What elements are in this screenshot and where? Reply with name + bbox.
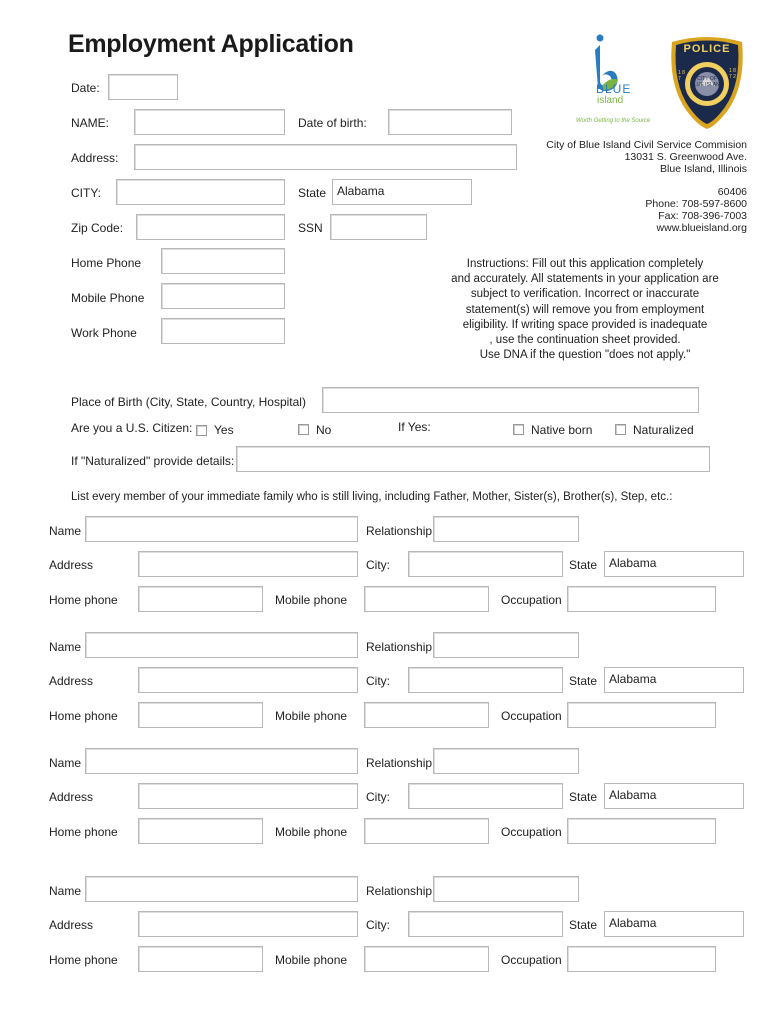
- family-relationship-input[interactable]: [433, 632, 579, 658]
- city-label: CITY:: [71, 186, 102, 200]
- zip-label: Zip Code:: [71, 221, 124, 235]
- family-address-input[interactable]: [138, 551, 358, 577]
- family-occupation-input[interactable]: [567, 818, 716, 844]
- blue-island-logo-icon: [580, 32, 642, 128]
- family-home-phone-label: Home phone: [49, 593, 118, 607]
- state-label: State: [298, 186, 327, 200]
- family-address-label: Address: [49, 558, 94, 572]
- family-home-phone-input[interactable]: [138, 586, 263, 612]
- instructions-line: eligibility. If writing space provided is inadequate: [462, 318, 708, 331]
- family-state-label: State: [569, 790, 598, 804]
- family-member: [0, 747, 770, 847]
- family-member: [0, 515, 770, 615]
- family-city-input[interactable]: [408, 911, 563, 937]
- family-name-label: Name: [49, 756, 82, 770]
- address-label: Address:: [71, 151, 119, 165]
- citizen-question: Are you a U.S. Citizen:: [71, 421, 193, 435]
- family-address-input[interactable]: [138, 667, 358, 693]
- blue-island-logo: [576, 32, 651, 128]
- dob-label: Date of birth:: [298, 116, 367, 130]
- police-badge-left-digits: 1 8 7: [678, 70, 685, 82]
- family-address-label: Address: [49, 674, 94, 688]
- family-occupation-label: Occupation: [501, 953, 562, 967]
- family-address-input[interactable]: [138, 783, 358, 809]
- family-relationship-input[interactable]: [433, 748, 579, 774]
- work-phone-label: Work Phone: [71, 326, 137, 340]
- family-state-select[interactable]: Alabama: [604, 783, 744, 809]
- family-home-phone-label: Home phone: [49, 709, 118, 723]
- family-occupation-label: Occupation: [501, 825, 562, 839]
- family-mobile-phone-input[interactable]: [364, 946, 489, 972]
- family-state-select[interactable]: Alabama: [604, 911, 744, 937]
- family-state-label: State: [569, 674, 598, 688]
- commission-fax: Fax: 708-396-7003: [658, 210, 747, 222]
- family-address-label: Address: [49, 790, 94, 804]
- date-label: Date:: [71, 81, 100, 95]
- family-home-phone-input[interactable]: [138, 946, 263, 972]
- state-select[interactable]: Alabama: [332, 179, 472, 205]
- family-occupation-label: Occupation: [501, 709, 562, 723]
- family-intro: List every member of your immediate family who is still living, including Father, Mother, Sister(s), Brother(s), Step, etc.:: [71, 491, 673, 503]
- family-mobile-phone-input[interactable]: [364, 818, 489, 844]
- family-state-label: State: [569, 558, 598, 572]
- family-mobile-phone-label: Mobile phone: [275, 953, 348, 967]
- family-home-phone-label: Home phone: [49, 825, 118, 839]
- family-occupation-input[interactable]: [567, 946, 716, 972]
- family-state-select[interactable]: Alabama: [604, 667, 744, 693]
- logo-name-line2: island: [597, 95, 624, 106]
- family-occupation-label: Occupation: [501, 593, 562, 607]
- family-mobile-phone-label: Mobile phone: [275, 709, 348, 723]
- naturalized-checkbox[interactable]: [615, 424, 626, 435]
- mobile-phone-label: Mobile Phone: [71, 291, 145, 305]
- ssn-label: SSN: [298, 221, 323, 235]
- family-home-phone-input[interactable]: [138, 702, 263, 728]
- commission-phone: Phone: 708-597-8600: [645, 198, 747, 210]
- family-member: [0, 631, 770, 731]
- family-name-input[interactable]: [85, 876, 358, 902]
- commission-line1: City of Blue Island Civil Service Commision: [546, 139, 747, 151]
- if-yes-label: If Yes:: [398, 420, 431, 434]
- commission-line2: 13031 S. Greenwood Ave.: [624, 151, 747, 163]
- police-badge: [668, 34, 746, 130]
- citizen-no-checkbox[interactable]: [298, 424, 309, 435]
- citizen-yes-label: Yes: [214, 423, 234, 437]
- police-badge-right-digits: 1 8 7 2: [729, 68, 736, 80]
- family-state-select[interactable]: Alabama: [604, 551, 744, 577]
- family-city-input[interactable]: [408, 667, 563, 693]
- home-phone-input[interactable]: [161, 248, 285, 274]
- family-name-input[interactable]: [85, 516, 358, 542]
- family-name-label: Name: [49, 884, 82, 898]
- family-city-label: City:: [366, 918, 390, 932]
- family-city-input[interactable]: [408, 551, 563, 577]
- family-city-label: City:: [366, 674, 390, 688]
- name-label: NAME:: [71, 116, 110, 130]
- place-of-birth-label: Place of Birth (City, State, Country, Hospital): [71, 395, 306, 409]
- commission-zip: 60406: [717, 186, 747, 198]
- city-input[interactable]: [116, 179, 285, 205]
- family-relationship-label: Relationship: [366, 884, 433, 898]
- family-name-label: Name: [49, 524, 82, 538]
- page-title: Employment Application: [68, 30, 354, 58]
- family-mobile-phone-input[interactable]: [364, 702, 489, 728]
- naturalized-details-label: If "Naturalized" provide details:: [71, 454, 235, 468]
- naturalized-label: Naturalized: [633, 423, 694, 437]
- instructions-line: Use DNA if the question "does not apply.": [479, 349, 691, 362]
- family-mobile-phone-input[interactable]: [364, 586, 489, 612]
- family-name-input[interactable]: [85, 632, 358, 658]
- family-relationship-label: Relationship: [366, 640, 433, 654]
- native-born-label: Native born: [531, 423, 593, 437]
- family-relationship-input[interactable]: [433, 876, 579, 902]
- citizen-yes-checkbox[interactable]: [196, 425, 207, 436]
- family-address-label: Address: [49, 918, 94, 932]
- instructions-line: , use the continuation sheet provided.: [489, 334, 681, 347]
- date-input[interactable]: [108, 74, 178, 100]
- instructions-line: statement(s) will remove you from employment: [465, 303, 705, 316]
- family-address-input[interactable]: [138, 911, 358, 937]
- zip-input[interactable]: [136, 214, 285, 240]
- family-relationship-input[interactable]: [433, 516, 579, 542]
- instructions-block: [440, 257, 730, 363]
- commission-line3: Blue Island, Illinois: [660, 163, 747, 175]
- name-input[interactable]: [134, 109, 285, 135]
- instructions-line: and accurately. All statements in your application are: [451, 273, 719, 286]
- family-occupation-input[interactable]: [567, 702, 716, 728]
- family-mobile-phone-label: Mobile phone: [275, 825, 348, 839]
- family-name-input[interactable]: [85, 748, 358, 774]
- ssn-input[interactable]: [330, 214, 427, 240]
- family-city-input[interactable]: [408, 783, 563, 809]
- police-badge-ring-text: CITY OF BLUE ISLAND: [690, 76, 724, 88]
- family-city-label: City:: [366, 790, 390, 804]
- family-member: [0, 875, 770, 975]
- commission-web: www.blueisland.org: [656, 222, 747, 234]
- instructions-line: Instructions: Fill out this application completely: [466, 258, 704, 270]
- logo-tagline: Worth Getting to the Source: [576, 118, 651, 124]
- logo-name-line1: BLUE: [596, 82, 632, 96]
- family-home-phone-label: Home phone: [49, 953, 118, 967]
- family-state-label: State: [569, 918, 598, 932]
- police-badge-word: POLICE: [683, 43, 731, 55]
- native-born-checkbox[interactable]: [513, 424, 524, 435]
- family-relationship-label: Relationship: [366, 756, 433, 770]
- home-phone-label: Home Phone: [71, 256, 142, 270]
- family-home-phone-input[interactable]: [138, 818, 263, 844]
- mobile-phone-input[interactable]: [161, 283, 285, 309]
- citizen-no-label: No: [316, 423, 332, 437]
- work-phone-input[interactable]: [161, 318, 285, 344]
- instructions-line: subject to verification. Incorrect or inaccurate: [470, 288, 700, 301]
- family-relationship-label: Relationship: [366, 524, 433, 538]
- address-input[interactable]: [134, 144, 517, 170]
- family-occupation-input[interactable]: [567, 586, 716, 612]
- family-name-label: Name: [49, 640, 82, 654]
- dob-input[interactable]: [388, 109, 512, 135]
- family-city-label: City:: [366, 558, 390, 572]
- place-of-birth-input[interactable]: [322, 387, 699, 413]
- naturalized-details-input[interactable]: [236, 446, 710, 472]
- family-mobile-phone-label: Mobile phone: [275, 593, 348, 607]
